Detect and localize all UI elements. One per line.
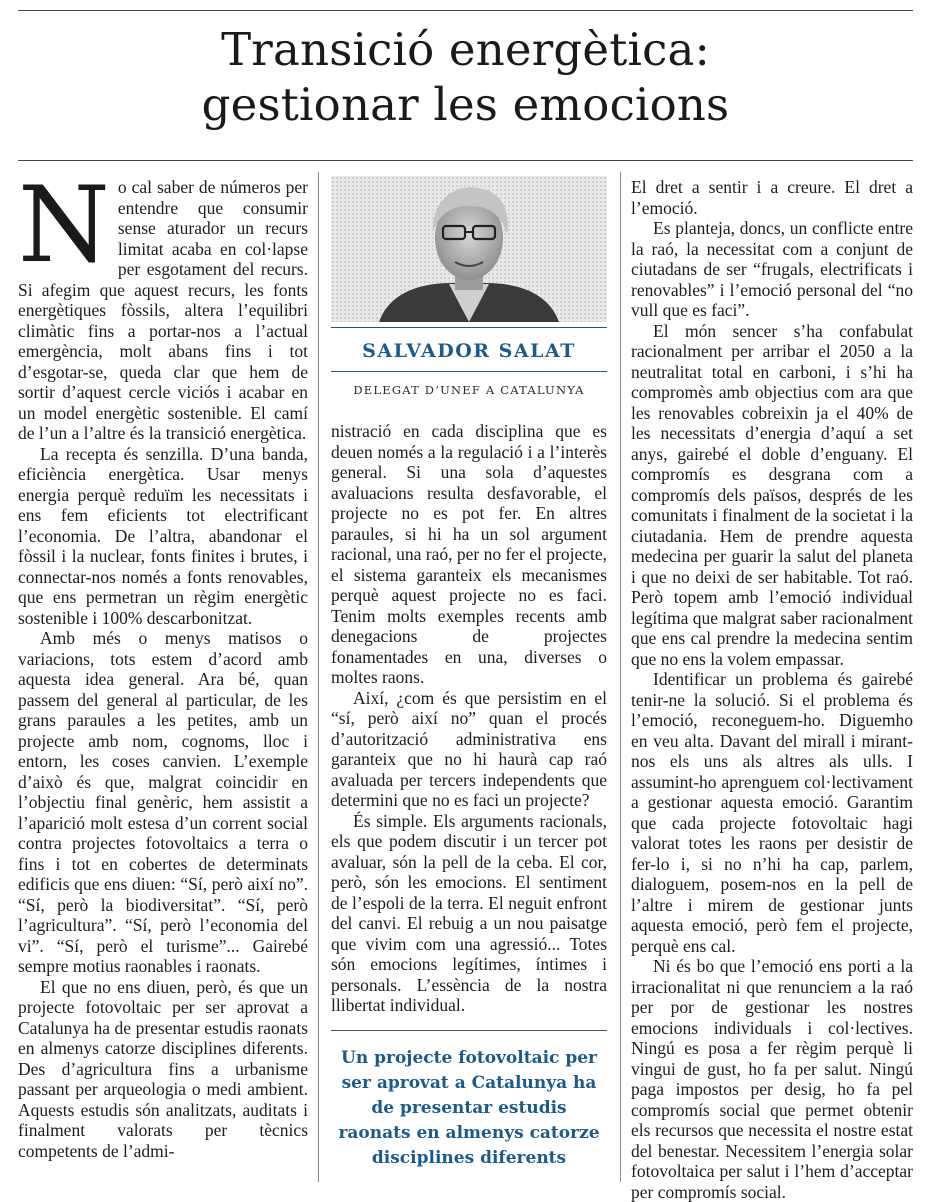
paragraph: El món sencer s’ha confabulat racionalment per arribar el 2050 a la neutralitat total en carboni, i s’hi ha compromès amb objectius com ara que les renovables cobreixin ja el 40% de les necessitats d’energia d’aquí a set anys, gairebé el doble d’enguany. El compromís es desgrana com a compromís dels països, després de les comunitats i finalment de la societat i la ciutadania. Hem de prendre aquesta medecina per guarir la salut del planeta i que no deixi de ser habitable. Tot raó. Però topem amb l’emoció individual legítima que malgrat saber racionalment que ens cal prendre la medecina sentim que no ens la volem empassar. [631, 320, 913, 669]
paragraph [18, 164, 308, 444]
paragraph: El dret a sentir i a creure. El dret a l’emoció. [631, 177, 913, 218]
top-rule [18, 10, 913, 11]
paragraph: Així, ¿com és que persistim en el “sí, però així no” quan el procés d’autorització administrativa ens garanteix que no hi haurà cap raó avaluada per tercers independents que determini que no es faci un projecte? [331, 687, 607, 810]
paragraph: Ni és bo que l’emoció ens porti a la irracionalitat ni que renunciem a la raó per por de gestionar les nostres emocions individuals i col·lectives. Ningú es posa a fer règim perquè li vingui de gust, ho fa per salut. Ningú paga impostos per desig, ho fa pel compromís social que permet obtenir els recursos que necessita el nostre estat del benestar. Necessitem l’energia solar fotovoltaica per salut i l’hem d’acceptar per compromís social. [631, 956, 913, 1202]
author-top-rule [331, 327, 607, 328]
paragraph: Amb més o menys matisos o variacions, tots estem d’acord amb aquesta idea general. Ara bé, quan passem del general al particular, de les grans paraules a les petites, amb un projecte amb nom, cognoms, lloc i entorn, les coses canvien. L’exemple d’això és que, malgrat coincidir en l’objectiu final genèric, hem assistit a l’aparició molt estesa d’un corrent social contra projectes fotovoltaics a terra o fins i tot en cobertes de determinats edificis que ens diuen: “Sí, però així no”. “Sí, però la biodiversitat”. “Sí, però l’agricultura”. “Sí, però l’economia del vi”. “Sí, però el turisme”... Gairebé sempre motius raonables i raonats. [18, 628, 308, 976]
paragraph: El que no ens diuen, però, és que un projecte fotovoltaic per ser aprovat a Catalunya ha de presentar estudis raonats en almenys catorze disciplines diferents. Des d’agricultura fins a urbanisme passant per arqueologia o medi ambient. Aquests estudis són analitzats, auditats i finalment valorats per tècnics competents de l’admi- [18, 976, 308, 1161]
headline [0, 22, 931, 132]
paragraph: Identificar un problema és gairebé tenir-ne la solució. Si el problema és l’emoció, reconeguem-ho. Diguemho en veu alta. Davant del mirall i mirant-nos els uns als altres als ulls. I assumint-ho aprenguem col·lectivament a gestionar aquesta emoció. Garantim que cada projecte fotovoltaic hagi valorat totes les raons per desistir de fer-lo i, si no n’hi ha cap, parlem, dialoguem, posem-nos en la pell de l’altre i mirem de gestionar junts aquesta emoció, però fem el projecte, perquè ens cal. [631, 669, 913, 956]
author-bottom-rule [331, 371, 607, 372]
headline-line-2: gestionar les emocions [201, 78, 730, 131]
headline-line-1: Transició energètica: [221, 23, 710, 76]
column-3 [631, 177, 913, 1202]
author-portrait [331, 176, 607, 322]
paragraph: Es planteja, doncs, un conflicte entre la raó, la necessitat com a conjunt de ciutadans de ser “frugals, electrificats i renovables” i l’emoció personal del “no vull que es faci”. [631, 218, 913, 320]
paragraph: La recepta és senzilla. D’una banda, eficiència energètica. Usar menys energia perquè reduïm les necessitats i ens fem eficients tot electrificant l’economia. De l’altra, abandonar el fòssil i la nuclear, fonts finites i brutes, i connectar-nos només a fonts renovables, que ens permetran un règim energètic sostenible i 100% descarbonitzat. [18, 443, 308, 628]
pullquote-rule [331, 1030, 607, 1031]
paragraph-text: o cal saber de números per entendre que consumir sense aturador un recurs limitat acaba en col·lapse per esgotament del recurs. Si afegim que aquest recurs, les fonts energètiques fòssils, altera l’equilibri climàtic fins a portar-nos a l’actual emergència, molt abans fins i tot d’esgotar-se, queda clar que hem de sortir d’aquest cercle viciós i acabar en un model energètic sostenible. El camí de l’un a l’altre és la transició energètica. [18, 177, 308, 443]
column-2 [331, 421, 607, 1016]
author-name: SALVADOR SALAT [362, 340, 576, 362]
paragraph: És simple. Els arguments racionals, els que podem discutir i un tercer pot avaluar, són la pell de la ceba. El cor, però, són les emocions. El sentiment de l’espoli de la terra. El neguit enfront del canvi. El rebuig a un nou paisatge que vivim com una agressió... Totes són emocions legítimes, íntimes i personals. L’essència de la nostra llibertat individual. [331, 810, 607, 1015]
drop-cap: N [18, 164, 110, 286]
author-role: DELEGAT D’UNEF A CATALUNYA [353, 383, 585, 397]
column-divider-1 [318, 172, 319, 1182]
headline-rule [18, 160, 913, 161]
column-1 [18, 164, 308, 1161]
column-divider-2 [620, 172, 621, 1182]
pull-quote: Un projecte fotovoltaic per ser aprovat a Catalunya ha de presentar estudis raonats en almenys catorze disciplines diferents [338, 1048, 600, 1168]
paragraph: nistració en cada disciplina que es deuen només a la regulació i a l’interès general. Si una sola d’aquestes avaluacions resulta desfavorable, el projecte no es pot fer. En altres paraules, si hi ha un sol argument racional, una raó, per no fer el projecte, el sistema garanteix els mecanismes perquè aquest projecte no es faci. Tenim molts exemples recents amb denegacions de projectes fonamentades en una, diverses o moltes raons. [331, 421, 607, 687]
author-photo [331, 176, 607, 322]
